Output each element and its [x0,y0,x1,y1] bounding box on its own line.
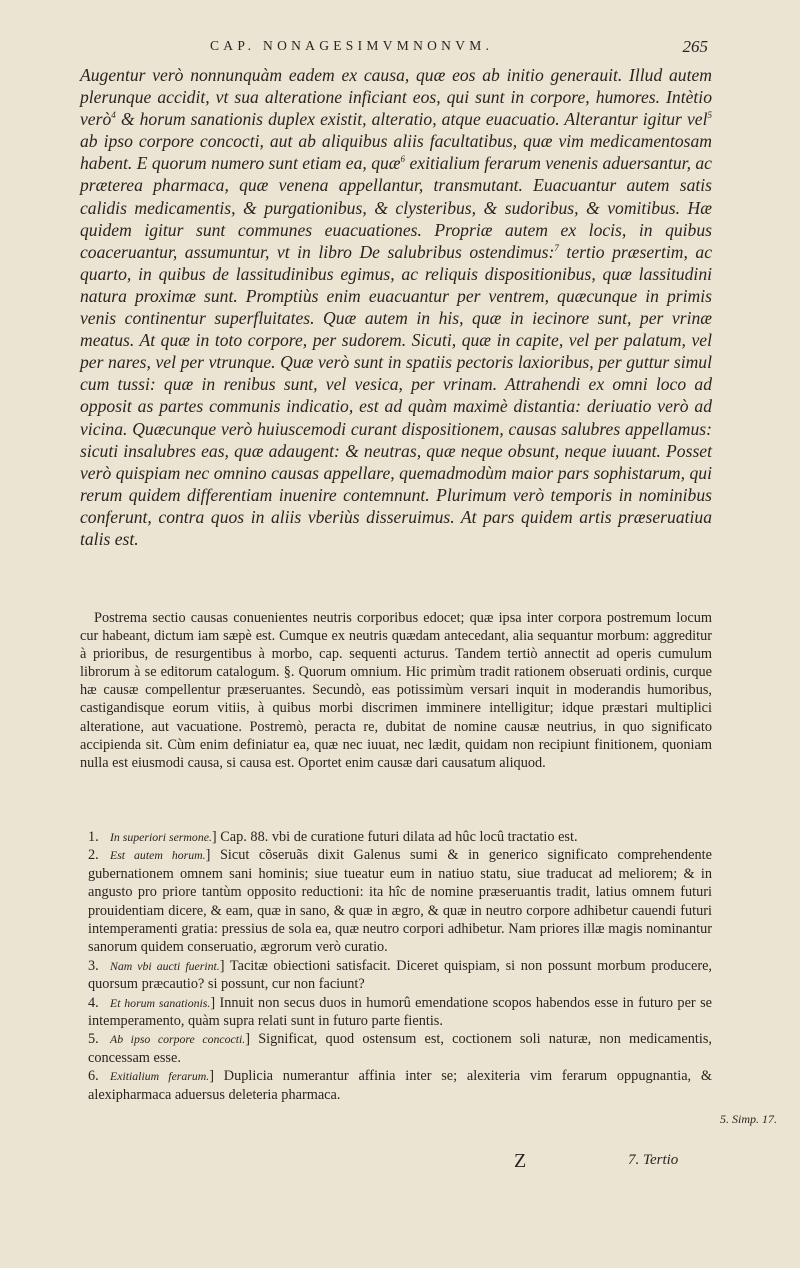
note-item [66,1030,712,1067]
page-header [80,38,708,60]
text-segment: exitialium ferarum venenis aduersantur, ac præterea pharmaca, quæ venena appellantur, transmutant. Euacuantur autem satis calidis medicamentis, & purgationibus, & clysteribus, & sudoribus, & vomitibus. Hæ quidem igitur sunt communes euacuationes. Propriæ autem ex locis, in quibus coaceruantur, assumuntur, vt in libro De salubribus ostendimus: [80,153,712,262]
note-text: ] Tacitæ obiectioni satisfacit. Diceret quispiam, si non possunt morbum producere, quorsum præcautio? si possunt, cur non faciunt? [88,957,712,993]
text-segment: ab ipso corpore concocti, aut ab aliquibus aliis facultatibus, quæ vim medicamentosam habent. E quorum numero sunt etiam ea, quæ [80,131,712,174]
galen-text-block [80,64,712,550]
margin-note: 5. Simp. 17. [720,1112,777,1126]
text-segment: tertio præsertim, ac quarto, in quibus de lassitudinibus egimus, ac reliquis dispositionibus, quæ lassitudini natura proximæ sunt. Promptiùs enim euacuantur per ventrem, quæcunque in primis venis continentur superfluitates. Quæ autem in his, quæ in iecinore sunt, per vrinæ meatus. At quæ in toto corpore, per sudorem. Sicuti, quæ in capite, vel per palatum, vel per nares, vel per vtrunque. Quæ verò sunt in spatiis pectoris laxioribus, per guttur simul cum tussi: quæ in renibus sunt, vel vesica, per vrinam. Attrahendi ex omni loco ad opposit as partes communis indicatio, est ad quàm maximè distantia: deriuatio verò ad vicina. Quæcunque verò huiuscemodi curant dispositionem, causas salubres appellamus: sicuti insalubres eas, quæ adaugent: & neutras, quæ neque obsunt, neque iuuant. Posset verò quispiam nec omnino causas appellare, quemadmodùm maior pars sophistarum, qui rerum quidem differentiam inuenire contemnunt. Plurimum verò temporis in nominibus conferunt, contra quos in aliis vberiùs disseruimus. At pars quidem artis præseruatiua talis est. [80,241,712,549]
note-text: ] Duplicia numerantur affinia inter se; alexiteria vim ferarum oppugnantia, & alexipharmaca aduersus deleteria pharmaca. [88,1068,713,1103]
note-lemma: Et horum sanationis. [110,995,211,1010]
note-number: 2. [88,847,99,864]
text-segment: & horum sanationis duplex existit, alteratio, atque euacuatio. Alterantur igitur vel [115,109,708,130]
note-number: 1. [88,829,99,845]
note-text: ] Innuit non secus duos in humorû emendatione scopos habendos esse in futuro per se intemperamento, quàm supra relati sunt in futuro parte fientis. [88,994,712,1030]
commentary-paragraph: Postrema sectio causas conuenientes neutris corporibus edocet; quæ ipsa inter corpora postremum locum cur habeant, dictum iam sæpè est. Cumque ex neutris quædam antecedant, alia sequantur morbum: aggreditur à prioribus, de resurgentibus à morbo, cap. sequenti acturus. Tandem tertiò annectit ad operis cumulum librorum à se editorum catalogum. §. Quorum omnium. Hic primùm tradit rationem obseruati ordinis, curque hæ causæ compellentur præseruantes. Secundò, eas potissimùm versari inquit in moderandis humoribus, castigandisque eorum vitiis, à quibus morbi discrimen imminere intelligitur; idque præstari multiplici alteratione, aut vacuatione. Postremò, peracta re, dubitat de nomine causæ neutrius, in quo significato accipienda sit. Cùm enim definiatur ea, quæ nec iuuat, nec lædit, quidam non recipiunt finitionem, quoniam nulla est eiusmodi causa, si causa est. Oportet enim causæ dari causatum aliquod. [80,610,712,771]
note-lemma: Nam vbi aucti fuerint. [110,958,220,973]
commentary-block [80,609,712,772]
notes-block [66,828,712,1104]
note-item [66,1067,712,1104]
note-number: 4. [88,994,99,1011]
running-head: CAP. NONAGESIMVMNONVM. [210,38,494,53]
galen-text [80,64,712,550]
note-ref: 6 [400,154,406,165]
note-number: 5. [88,1031,99,1048]
note-item [66,994,712,1031]
note-lemma: In superiori sermone. [110,830,212,844]
note-number: 3. [88,957,99,974]
note-ref: 4 [111,110,116,121]
note-item [66,846,712,956]
text-segment: Augentur verò nonnunquàm eadem ex causa, quæ eos ab initio generauit. Illud autem plerunque accidit, vt sua alteratione inficiant eos, qui sunt in corpore, humores. Intètio verò [80,65,712,130]
note-lemma: Exitialium ferarum. [110,1069,210,1084]
signature-mark: Z [514,1150,527,1172]
note-text: ] Cap. 88. vbi de curatione futuri dilata ad hûc locû tractatio est. [211,829,578,845]
note-number: 6. [88,1068,99,1085]
note-text: ] Sicut cõseruãs dixit Galenus sumi & in generico significato comprehendente gubernationem omnem sani hominis; siue tueatur eum in natiuo statu, siue traducat ad meliorem; & in angusto pro priore tantùm opposito reductioni: ita hîc de nomine præseruantis tradit, latius omnem futuri prouidentiam dicere, & eam, quæ in sano, & quæ in ægro, & quæ in neutro corpore adhibetur cauendi futuri intemperamenti gratia: pressius de sola ea, quæ neutro corpori adhibetur. Nam priores illæ magis nominantur sanorum quidem conseruatio, ægrorum verò curatio. [88,847,712,956]
note-text: ] Significat, quod ostensum est, coctionem soli naturæ, non medicamentis, concessam esse. [88,1031,713,1066]
note-lemma: Est autem horum. [110,848,206,863]
catchword: 7. Tertio [628,1152,679,1168]
note-item [66,828,712,846]
note-ref: 7 [554,242,559,253]
note-item [66,957,712,994]
note-ref: 5 [707,110,712,121]
page-number: 265 [682,37,708,56]
note-lemma: Ab ipso corpore concocti. [110,1032,246,1047]
